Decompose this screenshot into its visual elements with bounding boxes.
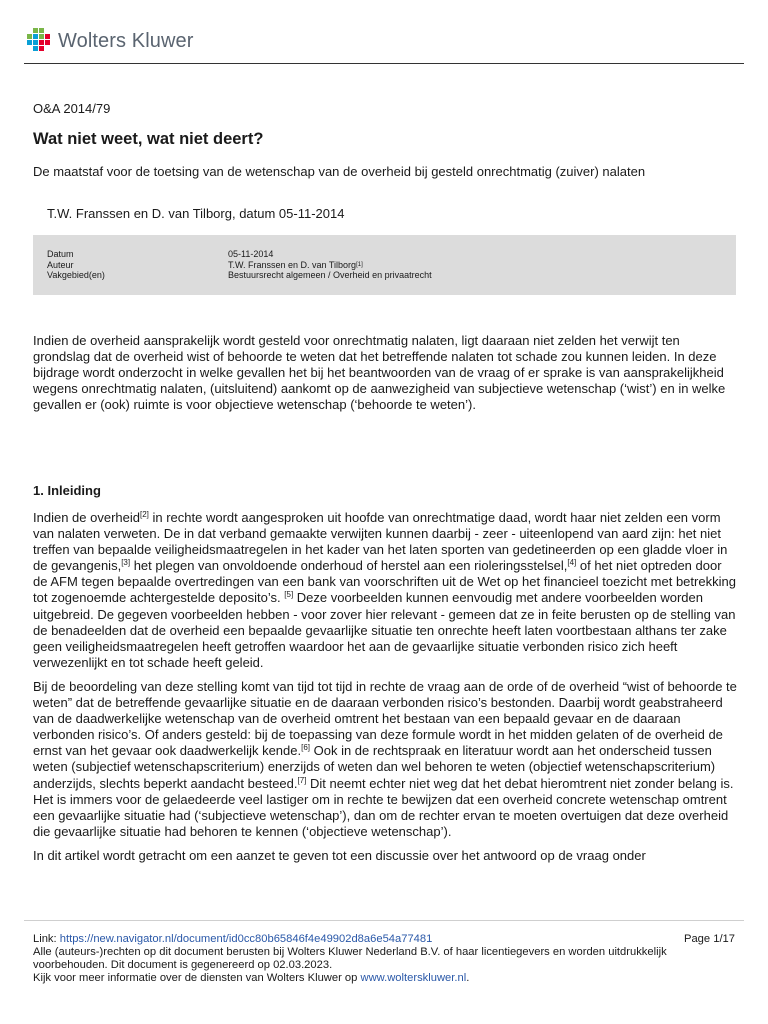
brand-name: Wolters Kluwer [58,29,194,52]
footnote-ref[interactable]: [2] [139,510,149,519]
paragraph-text: Bij de beoordeling van deze stelling komt van tijd tot tijd in rechte de vraag aan de orde of de overheid “wist of behoorde te weten” dat de betreffende gevaarlijke situatie en de daaraan verbonden risico’s bestonden. Daarbij wordt geabstraheerd van de daadwerkelijke wetenschap van de overheid omtrent het bestaan van een bepaald gevaar en de daaraan verbonden risico’s. Of anders gesteld: bij de toepassing van deze formule wordt in het midden gelaten of de overheid de ernst van het gevaar ook daadwerkelijk kende. [33,678,737,759]
paragraph: In dit artikel wordt getracht om een aanzet te geven tot een discussie over het antwoord op de vraag onder [33,847,646,863]
paragraph-text: Dit neemt echter niet weg dat het debat hieromtrent niet zonder belang is. Het is immers voor de gelaedeerde veel lastiger om in rechte te bewijzen dat een overheid concrete wetenschap omtrent een gevaarlijke situatie had (‘subjectieve wetenschap’), dan om de rechter ervan te moeten overtuigen dat deze overheid die gevaarlijke situatie had behoren te kennen (‘objectieve wetenschap’). [33,775,734,839]
wolters-kluwer-logo-icon [24,27,52,55]
page-header [24,24,744,64]
brand-logo[interactable] [24,27,194,55]
wolterskluwer-link[interactable]: www.wolterskluwer.nl [360,972,467,984]
footer-link-line [33,933,735,946]
link-label: Link: [33,933,60,945]
metadata-value [228,260,363,271]
abstract [33,333,738,421]
metadata-row [47,260,736,271]
footnote-ref[interactable]: [5] [284,590,294,600]
metadata-value: 05-11-2014 [228,249,274,259]
paragraph-text: Indien de overheid [33,510,140,525]
paragraph-text: in rechte wordt aangesproken uit hoofde van onrechtmatige daad, wordt haar niet zelden een vorm van nalaten verweten. De in dat verband gemaakte verwijten kunnen daarbij - zeer - uiteenlopend van aard zijn: het niet treffen van bepaalde veiligheidsmaatregelen in het kader van het laten sporten van gedetineerden op een gladde vloer in de gevangenis, [33,510,728,574]
section-body [33,510,738,872]
document-title: Wat niet weet, wat niet deert? [33,130,264,148]
metadata-row [47,270,736,281]
footnote-ref[interactable]: [3] [121,558,131,568]
footnote-ref[interactable]: [1] [356,261,363,268]
metadata-box [33,235,736,295]
page-number: Page 1/17 [683,933,735,945]
paragraph-text: het plegen van onvoldoende onderhoud of herstel aan een rioleringsstelsel, [130,558,568,574]
rights-notice: Alle (auteurs-)rechten op dit document berusten bij Wolters Kluwer Nederland B.V. of haar licentiegevers en worden uitdrukkelijk voorbehouden. Dit document is gegenereerd op 02.03.2023. [33,946,667,971]
document-subtitle: De maatstaf voor de toetsing van de wetenschap van de overheid bij gesteld onrechtmatig (zuiver) nalaten [33,164,646,179]
abstract-paragraph: Indien de overheid aansprakelijk wordt gesteld voor onrechtmatig nalaten, ligt daaraan niet zelden het verwijt ten grondslag dat de overheid wist of behoorde te weten dat het betreffende nalaten tot schade zou kunnen leiden. In deze bijdrage wordt onderzocht in welke gevallen het bij het beantwoorden van de vraag of er sprake is van aansprakelijkheid wegens onrechtmatig nalaten, (uitsluitend) aankomt op de aanwezigheid van subjectieve wetenschap (‘wist’) en in welke gevallen er (ook) ruimte is voor objectieve wetenschap (‘behoorde te weten’). [33,333,726,413]
more-info-line [33,972,735,985]
paragraph [33,510,738,671]
paragraph-text: Deze voorbeelden kunnen eenvoudig met andere voorbeelden worden uitgebreid. De gegeven voorbeelden hebben - voor zover hier relevant - gemeen dat ze in feite berusten op de stelling van de benadeelden dat de overheid een bepaalde gevaarlijke situatie ten onrechte heeft laten voortbestaan althans ter zake geen veiligheidsmaatregelen heeft getroffen waardoor het aan de gevaarlijke situatie verbonden risico zich heeft verwezenlijkt en tot schade heeft geleid. [33,590,736,670]
footnote-ref[interactable]: [4] [567,558,577,568]
footnote-ref[interactable]: [7] [297,775,307,785]
metadata-key: Auteur [47,259,74,270]
document-link[interactable]: https://new.navigator.nl/document/id0cc80b65846f4e49902d8a6e54a77481 [59,933,433,945]
more-info-suffix: . [466,972,470,984]
more-info-text: Kijk voor meer informatie over de diensten van Wolters Kluwer op [33,972,361,984]
metadata-value: Bestuursrecht algemeen / Overheid en privaatrecht [228,270,432,280]
metadata-key: Vakgebied(en) [47,270,105,280]
section-heading: 1. Inleiding [33,483,101,498]
metadata-key: Datum [47,249,74,259]
author-names: T.W. Franssen en D. van Tilborg [228,259,357,270]
paragraph-text: of het niet optreden door de AFM tegen bepaalde overtredingen van een bank van voorschriften uit de Wet op het financieel toezicht met betrekking tot zogenoemde achtergestelde deposito’s. [33,558,736,606]
document-number: O&A 2014/79 [33,101,111,116]
page-footer [24,920,744,985]
footnote-ref[interactable]: [6] [301,743,311,753]
paragraph [33,679,738,840]
document-byline: T.W. Franssen en D. van Tilborg, datum 05-11-2014 [47,206,345,221]
metadata-row [47,249,736,260]
paragraph-text: Ook in de rechtspraak en literatuur wordt aan het onderscheid tussen weten (subjectief wetenschapscriterium) enerzijds of weten dan wel behoren te weten (objectief wetenschapscriterium) anderzijds, slechts beperkt aandacht besteed. [33,743,716,791]
